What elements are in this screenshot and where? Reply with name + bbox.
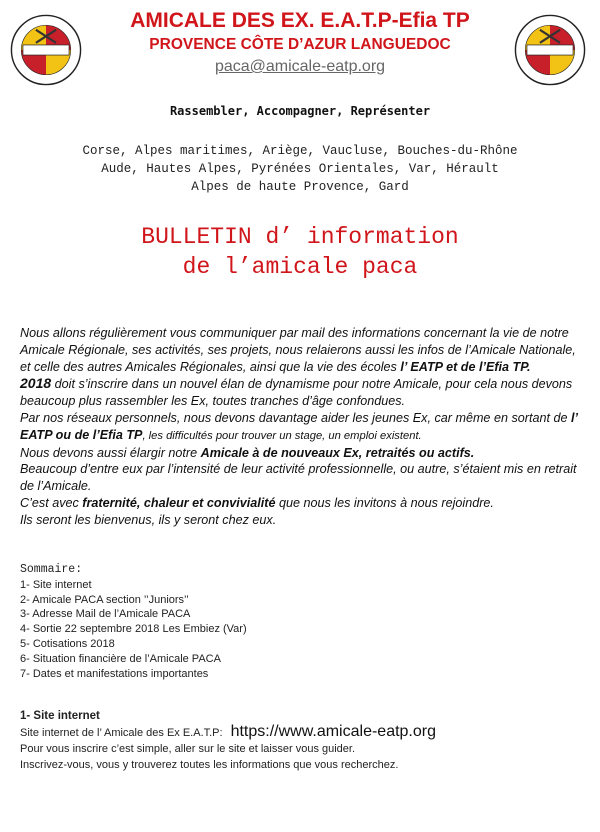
page-title: AMICALE DES EX. E.A.T.P-Efia TP: [130, 9, 470, 32]
summary-item: 5- Cotisations 2018: [20, 637, 115, 650]
summary-item: 6- Situation financière de l’Amicale PACA: [20, 652, 221, 665]
regions-list: [0, 142, 600, 196]
section-line: Pour vous inscrire c’est simple, aller sur le site et laisser vous guider.: [20, 743, 356, 755]
regions-line: Alpes de haute Provence, Gard: [191, 180, 409, 194]
regions-line: Corse, Alpes maritimes, Ariège, Vaucluse, Bouches-du-Rhône: [82, 144, 518, 158]
section-line: Inscrivez-vous, vous y trouverez toutes les informations que vous recherchez.: [20, 759, 399, 771]
intro-paragraph: 2018 doit s’inscrire dans un nouvel élan de dynamisme pour notre Amicale, pour cela nous devons beaucoup plus rassembler les Ex, toutes tranches d’âge confondues.: [20, 375, 573, 409]
intro-paragraph: Beaucoup d’entre eux par l’intensité de leur activité professionnelle, ou autre, s’étaient mis en retrait de l’Amicale.: [20, 462, 577, 494]
section-title: 1- Site internet: [20, 710, 100, 722]
summary-heading: Sommaire:: [20, 563, 83, 576]
summary: [20, 563, 247, 681]
intro-paragraph: C’est avec fraternité, chaleur et convivialité que nous les invitons à nous rejoindre.: [20, 495, 494, 510]
intro-text: [20, 325, 580, 529]
email-link[interactable]: paca@amicale-eatp.org: [214, 58, 386, 75]
intro-paragraph: Nous allons régulièrement vous communiquer par mail des informations concernant la vie de notre Amicale Régionale, ses activités, ses projets, nous relaierons aussi les infos de l’Amicale Nationale, et celle des autres Amicales Régionales, ainsi que la vie des écoles l’ EATP et de l’Efia TP.: [20, 326, 576, 374]
section-site-internet: [20, 708, 580, 773]
slogan: Rassembler, Accompagner, Représenter: [169, 104, 431, 118]
section-line: Site internet de l’ Amicale des Ex E.A.T.P: https://www.amicale-eatp.org: [20, 723, 436, 740]
summary-item: 1- Site internet: [20, 578, 92, 591]
bulletin-line: de l’amicale paca: [182, 254, 418, 280]
intro-paragraph: Ils seront les bienvenus, ils y seront chez eux.: [20, 512, 277, 527]
intro-paragraph: Par nos réseaux personnels, nous devons davantage aider les jeunes Ex, car même en sortant de l’ EATP ou de l’Efia TP, les difficultés pour trouver un stage, un emploi existent.: [20, 410, 578, 442]
bulletin-line: BULLETIN d’ information: [141, 224, 459, 250]
summary-item: 4- Sortie 22 septembre 2018 Les Embiez (Var): [20, 623, 247, 636]
bulletin-title: [0, 222, 600, 282]
regions-line: Aude, Hautes Alpes, Pyrénées Orientales, Var, Hérault: [101, 162, 499, 176]
page-header: [0, 8, 600, 78]
summary-item: 2- Amicale PACA section ’’Juniors’’: [20, 593, 189, 606]
summary-item: 7- Dates et manifestations importantes: [20, 667, 209, 680]
website-link[interactable]: https://www.amicale-eatp.org: [230, 723, 436, 740]
intro-paragraph: Nous devons aussi élargir notre Amicale à de nouveaux Ex, retraités ou actifs.: [20, 445, 475, 460]
summary-item: 3- Adresse Mail de l’Amicale PACA: [20, 608, 191, 621]
page-subtitle: PROVENCE CÔTE D’AZUR LANGUEDOC: [149, 36, 451, 53]
